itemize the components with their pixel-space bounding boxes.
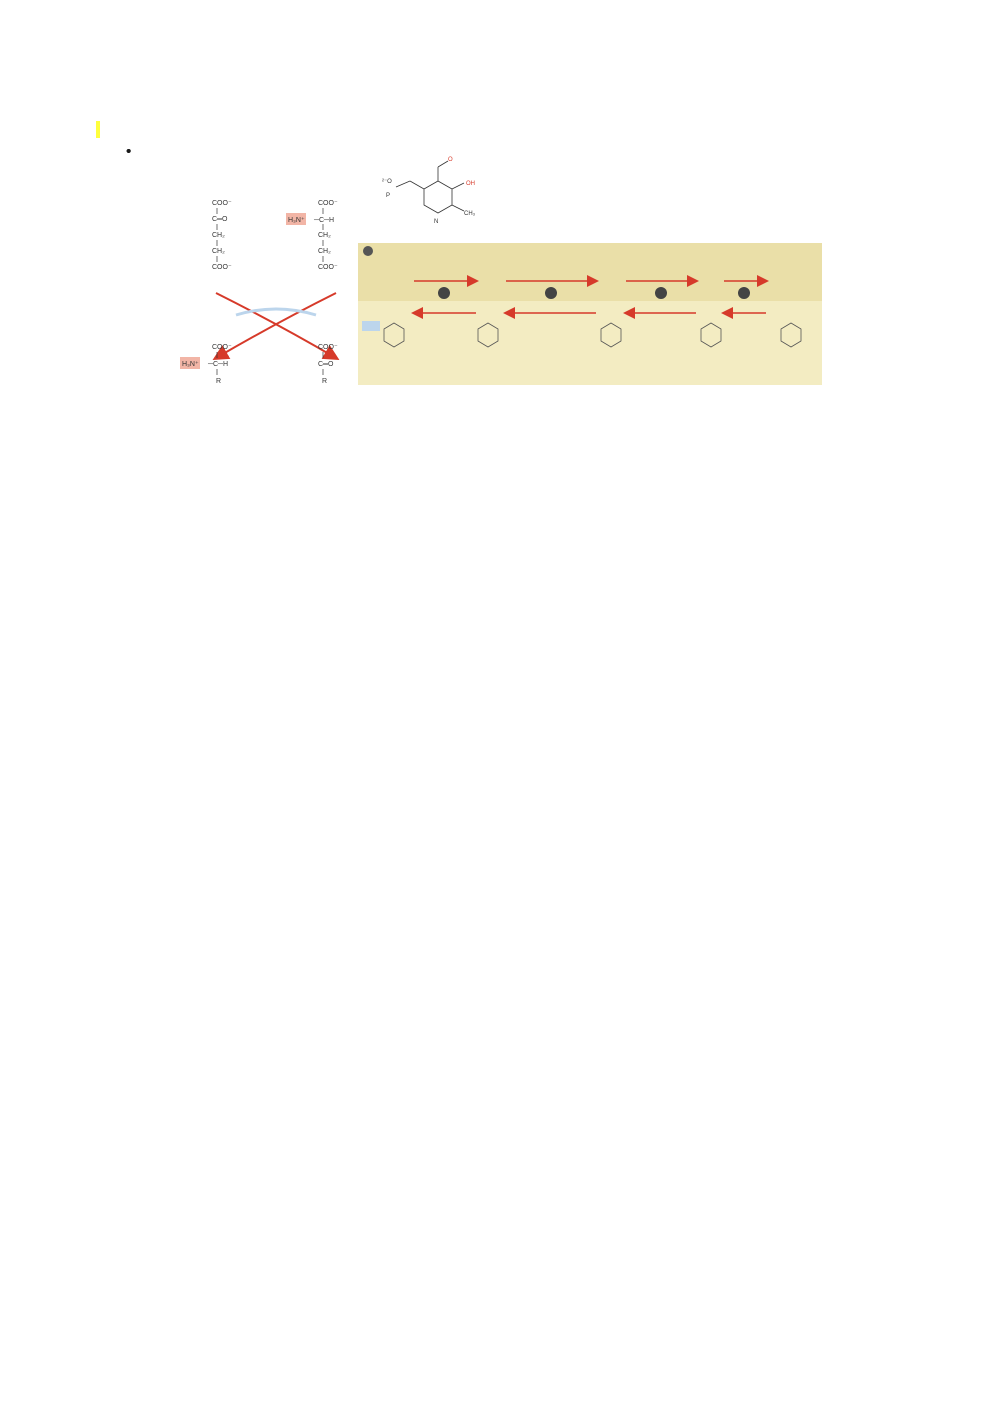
plp-molecule-structure [396, 161, 464, 213]
svg-text:─C─H: ─C─H [314, 217, 335, 225]
svg-text:CH₃: CH₃ [464, 211, 476, 218]
alpha-ketoglutarate-structure [212, 200, 232, 271]
svg-text:O: O [448, 157, 453, 164]
svg-text:COO⁻: COO⁻ [212, 264, 232, 272]
alpha-ketoacid-structure [318, 344, 338, 385]
transamination-figure [176, 153, 822, 415]
svg-text:COO⁻: COO⁻ [212, 200, 232, 208]
svg-text:OH: OH [466, 181, 475, 188]
l-amino-acid-structure [180, 344, 232, 385]
svg-text:²⁻O: ²⁻O [382, 179, 392, 186]
svg-text:CH₂: CH₂ [318, 232, 331, 240]
svg-text:COO⁻: COO⁻ [318, 264, 338, 272]
svg-text:CH₂: CH₂ [318, 248, 331, 256]
svg-text:C═O: C═O [212, 216, 228, 224]
svg-text:CH₂: CH₂ [212, 248, 225, 256]
svg-text:H₃N⁺: H₃N⁺ [288, 217, 305, 225]
svg-text:R: R [322, 378, 328, 386]
svg-text:COO⁻: COO⁻ [318, 200, 338, 208]
highlighted-equation [96, 121, 100, 138]
svg-text:COO⁻: COO⁻ [318, 344, 338, 352]
equation-line [96, 119, 908, 141]
svg-text:P: P [386, 193, 391, 200]
svg-text:─C─H: ─C─H [208, 361, 229, 369]
l-glutamate-structure [286, 200, 338, 271]
svg-text:COO⁻: COO⁻ [212, 344, 232, 352]
svg-text:CH₂: CH₂ [212, 232, 225, 240]
svg-text:R: R [216, 378, 222, 386]
enzyme-blob [362, 321, 380, 331]
svg-text:C═O: C═O [318, 361, 334, 369]
page-body [96, 119, 908, 421]
svg-text:N: N [434, 219, 439, 226]
svg-text:H₃N⁺: H₃N⁺ [182, 361, 199, 369]
